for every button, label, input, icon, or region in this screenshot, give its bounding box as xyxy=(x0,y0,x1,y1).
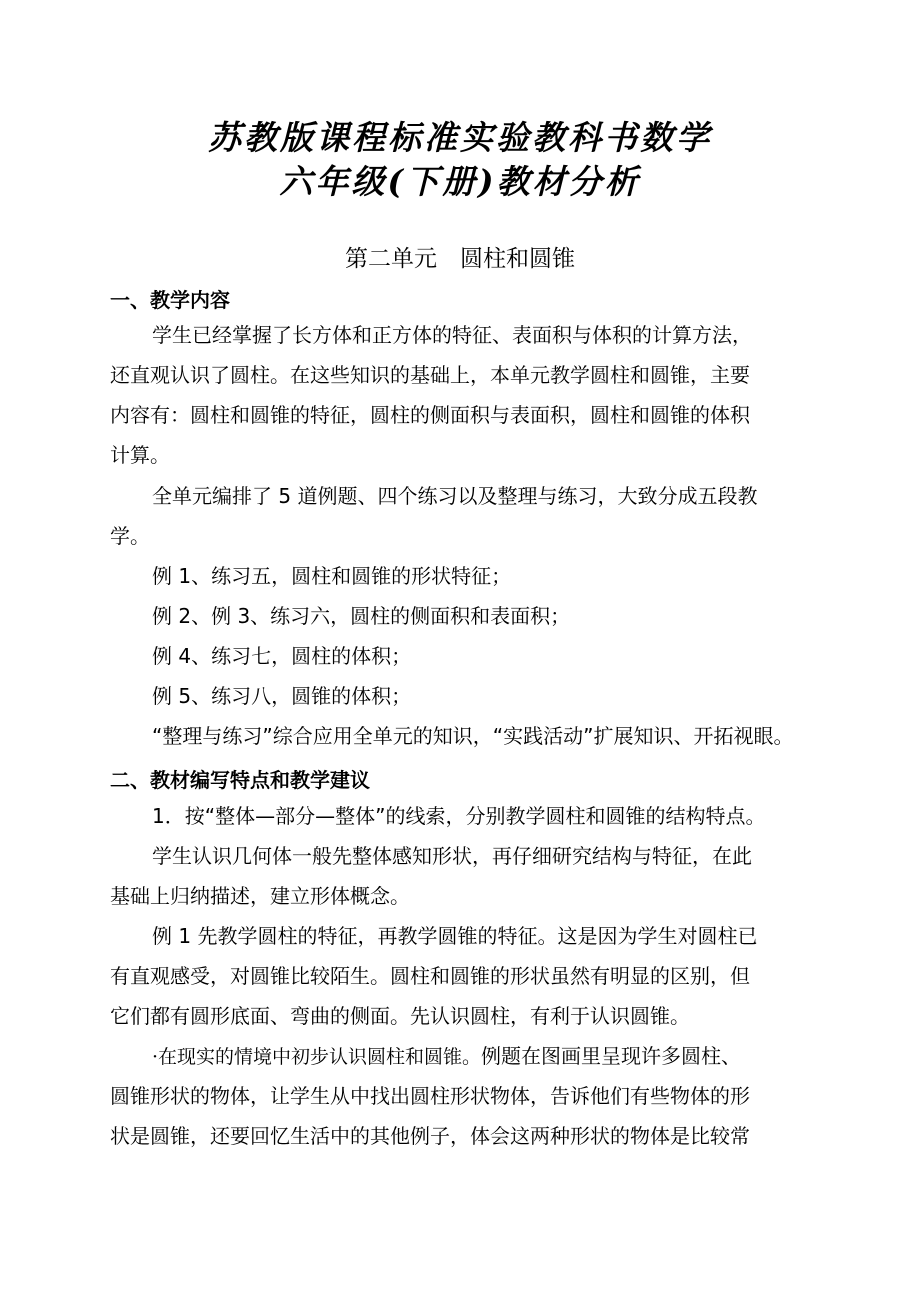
list-item: 例 2、例 3、练习六，圆柱的侧面积和表面积； xyxy=(152,604,571,628)
list-item: 例 1、练习五，圆柱和圆锥的形状特征； xyxy=(152,564,512,588)
paragraph-line xyxy=(152,1044,741,1069)
list-item: 例 4、练习七，圆柱的体积； xyxy=(152,644,412,668)
paragraph-line: 学。 xyxy=(110,524,150,548)
paragraph-line: 全单元编排了 5 道例题、四个练习以及整理与练习，大致分成五段教 xyxy=(152,484,758,508)
unit-title: 第二单元 圆柱和圆锥 xyxy=(345,246,575,272)
paragraph-line: 它们都有圆形底面、弯曲的侧面。先认识圆柱，有利于认识圆锥。 xyxy=(110,1004,690,1028)
paragraph-line: 内容有：圆柱和圆锥的特征，圆柱的侧面积与表面积，圆柱和圆锥的体积 xyxy=(110,403,750,427)
paragraph-line: 学生已经掌握了长方体和正方体的特征、表面积与体积的计算方法， xyxy=(152,323,752,347)
paragraph-line: 例 1 先教学圆柱的特征，再教学圆锥的特征。这是因为学生对圆柱已 xyxy=(152,924,758,948)
section-heading-teaching-content: 一、教学内容 xyxy=(110,288,230,312)
paragraph-lead-phrase: ·在现实的情境中初步认识圆柱和圆锥。 xyxy=(152,1046,482,1068)
paragraph-line: 有直观感受，对圆锥比较陌生。圆柱和圆锥的形状虽然有明显的区别，但 xyxy=(110,964,750,988)
paragraph-line: 学生认识几何体一般先整体感知形状，再仔细研究结构与特征，在此 xyxy=(152,844,752,868)
paragraph-line: 1．按“整体—部分—整体”的线索，分别教学圆柱和圆锥的结构特点。 xyxy=(152,804,766,828)
document-title-line-2: 六年级(下册)教材分析 xyxy=(279,162,641,201)
paragraph-line: 还直观认识了圆柱。在这些知识的基础上，本单元教学圆柱和圆锥，主要 xyxy=(110,363,750,387)
paragraph-line: 基础上归纳描述，建立形体概念。 xyxy=(110,884,410,908)
list-item: 例 5、练习八，圆锥的体积； xyxy=(152,684,412,708)
paragraph-text: 例题在图画里呈现许多圆柱、 xyxy=(481,1044,742,1068)
list-item: “整理与练习”综合应用全单元的知识，“实践活动”扩展知识、开拓视眼。 xyxy=(152,724,794,748)
paragraph-line: 计算。 xyxy=(110,443,170,467)
paragraph-line: 圆锥形状的物体，让学生从中找出圆柱形状物体，告诉他们有些物体的形 xyxy=(110,1084,750,1108)
document-title-line-1: 苏教版课程标准实验教科书数学 xyxy=(208,118,712,157)
paragraph-line: 状是圆锥，还要回忆生活中的其他例子，体会这两种形状的物体是比较常 xyxy=(110,1124,750,1148)
section-heading-features-and-suggestions: 二、教材编写特点和教学建议 xyxy=(110,768,370,792)
